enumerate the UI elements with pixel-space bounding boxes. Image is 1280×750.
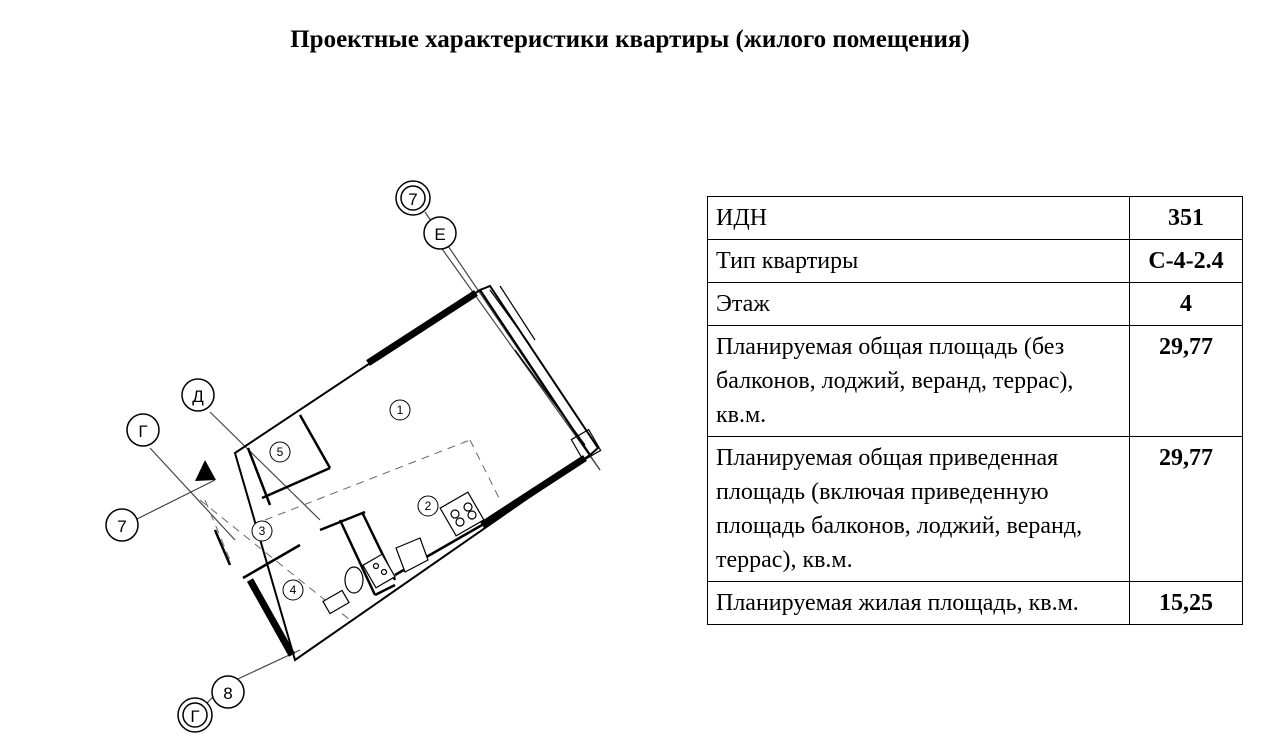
- spec-label: Тип квартиры: [708, 240, 1130, 283]
- table-row: [708, 197, 1243, 240]
- table-row: [708, 326, 1243, 437]
- apartment-outline: [235, 290, 590, 660]
- axis-line-g: [150, 448, 235, 540]
- floor-plan: [95, 170, 655, 740]
- table-row: [708, 240, 1243, 283]
- page-title: Проектные характеристики квартиры (жилого помещения): [290, 26, 970, 53]
- entrance-arrow-icon: [195, 460, 216, 481]
- room-number: 4: [289, 583, 297, 597]
- stove: [440, 492, 484, 536]
- axis-label: Е: [434, 225, 446, 244]
- spec-value: 4: [1130, 283, 1243, 326]
- washbasin: [323, 590, 349, 613]
- floor-plan-drawing: [95, 170, 655, 740]
- spec-value: 351: [1130, 197, 1243, 240]
- spec-value: 15,25: [1130, 582, 1243, 625]
- spec-label: Этаж: [708, 283, 1130, 326]
- table-row: [708, 283, 1243, 326]
- spec-value: С-4-2.4: [1130, 240, 1243, 283]
- spec-label: Планируемая общая площадь (без балконов, лоджий, веранд, террас), кв.м.: [708, 326, 1130, 437]
- spec-value: 29,77: [1130, 437, 1243, 582]
- shower-tray: [396, 538, 428, 572]
- spec-label: Планируемая общая приведенная площадь (включая приведенную площадь балконов, лоджий, веранд, террас), кв.м.: [708, 437, 1130, 582]
- room-number: 1: [396, 403, 404, 417]
- room-number: 3: [258, 524, 266, 538]
- spec-value: 29,77: [1130, 326, 1243, 437]
- axis-label: 8: [223, 684, 233, 703]
- axis-line-d: [210, 412, 320, 520]
- axis-label: 7: [117, 517, 127, 536]
- axis-label: Д: [192, 387, 204, 406]
- toilet: [345, 567, 363, 593]
- spec-label: ИДН: [708, 197, 1130, 240]
- axis-label: Г: [190, 707, 200, 726]
- wall-right: [482, 458, 585, 525]
- room-number: 5: [276, 445, 284, 459]
- specs-table: [707, 196, 1243, 625]
- axis-label: 7: [408, 190, 418, 209]
- table-row: [708, 437, 1243, 582]
- spec-label: Планируемая жилая площадь, кв.м.: [708, 582, 1130, 625]
- room-number: 2: [424, 499, 432, 513]
- table-row: [708, 582, 1243, 625]
- sink: [363, 554, 395, 588]
- wall-room5-right: [300, 415, 330, 468]
- axis-line-7: [135, 480, 215, 520]
- axis-label: Г: [138, 422, 148, 441]
- wall-top: [368, 293, 476, 363]
